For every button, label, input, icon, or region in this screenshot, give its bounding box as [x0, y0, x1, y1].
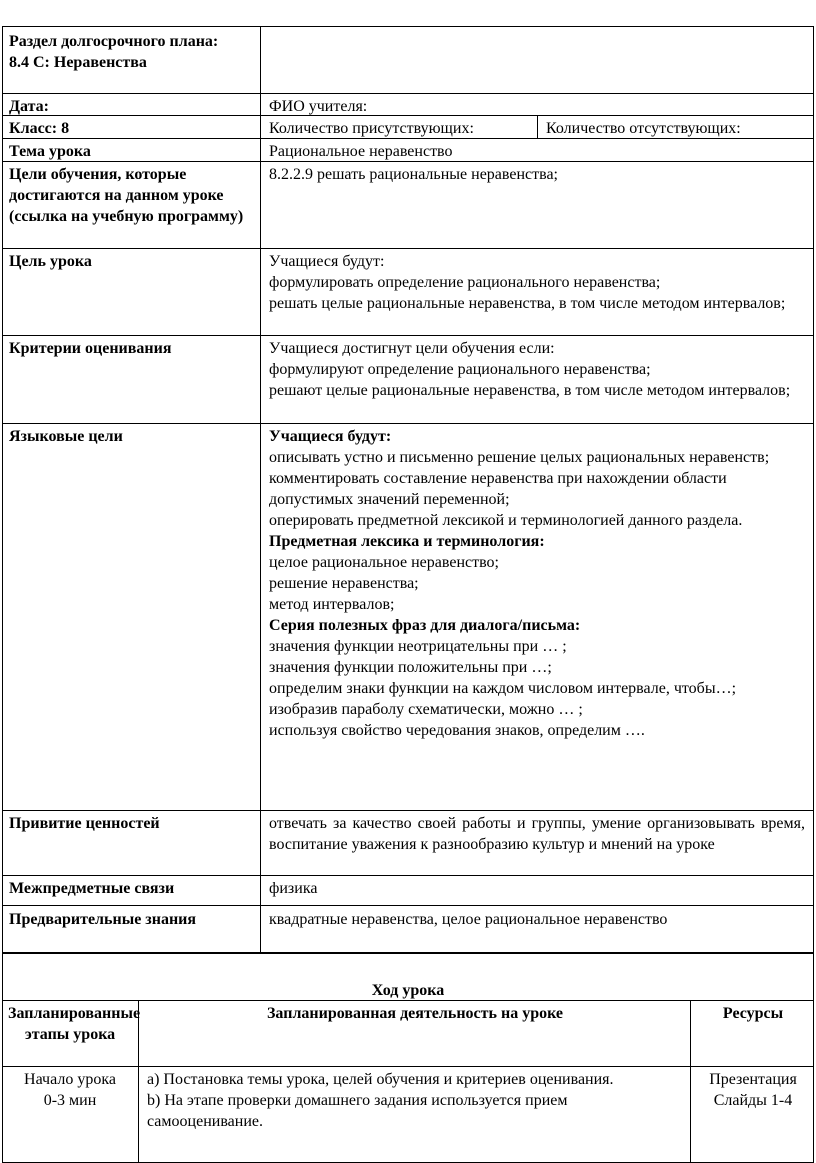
course-title: Ход урока — [371, 982, 445, 999]
present-label: Количество присутствующих: — [269, 120, 474, 137]
row-line — [2, 875, 814, 876]
phrase-line: определим знаки функции на каждом числовом интервале, чтобы…; — [269, 680, 737, 697]
lesson-goal-line: формулировать определение рационального неравенства; — [269, 274, 661, 291]
vocab-line: решение неравенства; — [269, 575, 419, 592]
col-stages-header: Запланированные этапы урока — [8, 1005, 141, 1043]
lesson-goal-label: Цель урока — [9, 253, 92, 270]
prior-value: квадратные неравенства, целое рациональное неравенство — [269, 911, 668, 928]
prior-label: Предварительные знания — [9, 911, 197, 928]
row-line — [2, 1000, 814, 1001]
course-title-cell — [2, 979, 814, 1002]
vocab-line: метод интервалов; — [269, 596, 395, 613]
resource-presentation: Презентация — [709, 1071, 797, 1088]
teacher-label: ФИО учителя: — [269, 98, 368, 115]
values-text: отвечать за качество своей работы и группы, умение организовывать время, воспитание уважения к разнообразию культур и мнений на уроке — [269, 815, 805, 853]
criteria-line: решают целые рациональные неравенства, в том числе методом интервалов; — [269, 382, 791, 399]
topic-value: Рациональное неравенство — [269, 143, 453, 160]
phrases-heading: Серия полезных фраз для диалога/письма: — [269, 617, 581, 634]
cross-label: Межпредметные связи — [9, 880, 175, 897]
absent-label: Количество отсутствующих: — [546, 120, 741, 137]
section-cell — [2, 30, 260, 74]
language-line: описывать устно и письменно решение целых рациональных неравенств; — [269, 449, 770, 466]
phrase-line: используя свойство чередования знаков, определим …. — [269, 722, 645, 739]
stage-name: Начало урока — [24, 1071, 116, 1088]
phrase-line: значения функции неотрицательны при … ; — [269, 638, 567, 655]
course-column-divider — [138, 1000, 139, 1163]
col-activity-header: Запланированная деятельность на уроке — [266, 1005, 564, 1022]
row-line — [2, 335, 814, 336]
course-column-divider — [690, 1000, 691, 1163]
activity-a: а) Постановка темы урока, целей обучения и критериев оценивания. — [147, 1071, 614, 1088]
class-row-divider — [537, 115, 538, 138]
topic-label: Тема урока — [9, 143, 91, 160]
vocab-heading: Предметная лексика и терминология: — [269, 533, 545, 550]
section-value: 8.4 С: Неравенства — [9, 54, 147, 71]
resource-slides: Слайды 1-4 — [713, 1092, 793, 1109]
criteria-line: Учащиеся достигнут цели обучения если: — [269, 340, 555, 357]
lesson-goal-line: решать целые рациональные неравенства, в том числе методом интервалов; — [269, 295, 786, 312]
phrase-line: значения функции положительны при …; — [269, 659, 552, 676]
section-label: Раздел долгосрочного плана: — [9, 33, 219, 50]
language-label: Языковые цели — [9, 428, 123, 445]
col-resources-header: Ресурсы — [722, 1005, 784, 1022]
phrase-line: изобразив параболу схематически, можно … ; — [269, 701, 583, 718]
row-line — [2, 1066, 814, 1067]
activity-b: b) На этапе проверки домашнего задания используется прием самооценивание. — [147, 1092, 568, 1130]
row-line — [2, 905, 814, 906]
class-label: Класс: 8 — [9, 120, 70, 137]
row-line — [2, 248, 814, 249]
criteria-label: Критерии оценивания — [9, 340, 172, 357]
plan-column-divider — [260, 26, 261, 953]
criteria-line: формулируют определение рационального неравенства; — [269, 361, 651, 378]
cross-value: физика — [269, 880, 318, 897]
row-line — [2, 810, 814, 811]
values-label: Привитие ценностей — [9, 815, 160, 832]
row-line — [2, 423, 814, 424]
date-label: Дата: — [9, 98, 49, 115]
row-line — [2, 93, 814, 94]
lesson-goal-line: Учащиеся будут: — [269, 253, 385, 270]
goals-value: 8.2.2.9 решать рациональные неравенства; — [269, 166, 558, 183]
stage-time: 0-3 мин — [43, 1092, 97, 1109]
goals-label: Цели обучения, которые достигаются на данном уроке (ссылка на учебную программу) — [9, 166, 244, 225]
language-heading: Учащиеся будут: — [269, 428, 392, 445]
language-line: комментировать составление неравенства при нахождении области допустимых значений переменной; — [269, 470, 727, 508]
vocab-line: целое рациональное неравенство; — [269, 554, 499, 571]
language-line: оперировать предметной лексикой и терминологией данного раздела. — [269, 512, 743, 529]
